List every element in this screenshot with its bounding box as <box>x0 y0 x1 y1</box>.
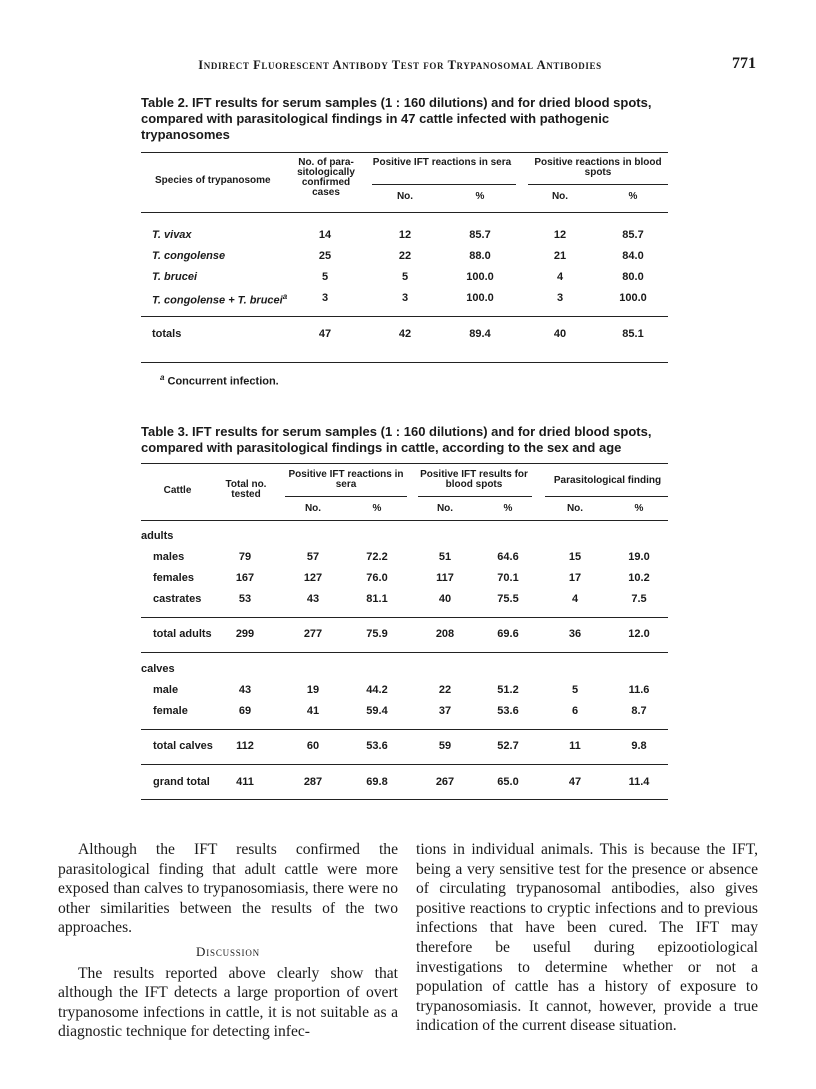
table3-row-para-pct: 19.0 <box>628 551 650 563</box>
table3-top-rule <box>141 463 668 464</box>
table3-row-sera-no: 19 <box>306 684 320 696</box>
table3-total-adults-spots-no: 208 <box>435 628 455 640</box>
table3-row-sera-pct: 76.0 <box>366 572 388 584</box>
table2-row-spots-no: 12 <box>553 229 567 241</box>
table3-row-para-pct: 10.2 <box>628 572 650 584</box>
table2-totals-spots-no: 40 <box>553 328 567 340</box>
table2-row-sera-pct: 85.7 <box>469 229 491 241</box>
table3-row-label: male <box>153 684 179 696</box>
table3-row-sera-no: 43 <box>306 593 320 605</box>
table3-spots-subrule <box>418 496 532 497</box>
table3-caption: Table 3. IFT results for serum samples (1 : 160 dilutions) and for dried blood spots, compared with parasitological findings in cattle, according to the sex and age <box>141 424 652 455</box>
table3-row-sera-no: 41 <box>306 705 320 717</box>
table2-row-spots-no: 3 <box>556 292 564 304</box>
table3-row-spots-pct: 64.6 <box>497 551 519 563</box>
table3-row-sera-pct: 44.2 <box>366 684 388 696</box>
table3-total-adults-sera-no: 277 <box>303 628 323 640</box>
table3-row-spots-pct: 51.2 <box>497 684 519 696</box>
page-number: 771 <box>732 55 756 72</box>
table2-bottom-rule <box>141 362 668 363</box>
table3-row-total: 79 <box>238 551 252 563</box>
table2-row-species <box>152 292 287 307</box>
table3-row-spots-no: 37 <box>438 705 452 717</box>
table3-header-sera-pct: % <box>372 503 382 514</box>
table2-totals-label: totals <box>152 328 182 340</box>
table3-total-calves-label: total calves <box>153 740 213 752</box>
table3-row-label: castrates <box>153 593 202 605</box>
table3-row-para-no: 17 <box>568 572 582 584</box>
table2-row-spots-no: 4 <box>556 271 564 283</box>
table3-calves-total-rule <box>141 729 668 730</box>
table2-row-spots-pct: 80.0 <box>622 271 644 283</box>
table3-row-label: males <box>153 551 185 563</box>
running-title: Indirect Fluorescent Antibody Test for Trypanosomal Antibodies <box>198 58 602 72</box>
table3-header-para-group: Parasitological finding <box>553 475 662 486</box>
table3-total-calves-sera-pct: 53.6 <box>366 740 388 752</box>
table3-grand-total-para-pct: 11.4 <box>628 776 650 788</box>
left-column <box>58 840 398 1042</box>
table3-header-spots-no: No. <box>436 503 454 514</box>
table3-row-spots-no: 40 <box>438 593 452 605</box>
table2-row-cases: 14 <box>318 229 332 241</box>
table3-grand-total-label: grand total <box>153 776 210 788</box>
table2-row-sera-no: 12 <box>398 229 412 241</box>
table2-header-rule <box>141 212 668 213</box>
table3-grand-total-sera-no: 287 <box>303 776 323 788</box>
table3-header-para-no: No. <box>566 503 584 514</box>
table3-row-para-pct: 8.7 <box>631 705 647 717</box>
footnote-text: Concurrent infection. <box>167 375 279 388</box>
right-paragraph: tions in individual animals. This is because the IFT, being a very sensitive test for the presence or absence of circulating trypanosomal antibodies, also gives positive reactions to cryptic infections and to previous infections that have been cured. The IFT may therefore be useful during epizootiological investigations to determine whether or not a population of cattle has a history of exposure to trypanosomiasis. It cannot, however, provide a true indication of the current disease situation. <box>416 841 758 1035</box>
table3-header-spots-pct: % <box>503 503 513 514</box>
table2-row-cases: 5 <box>321 271 329 283</box>
table2-header-spots-pct: % <box>628 191 638 202</box>
table2-row-spots-no: 21 <box>553 250 567 262</box>
table3-row-total: 53 <box>238 593 252 605</box>
table3-row-para-no: 15 <box>568 551 582 563</box>
table3-row-para-pct: 11.6 <box>628 684 650 696</box>
table3-grand-total-sera-pct: 69.8 <box>366 776 388 788</box>
table2-totals-sera-no: 42 <box>398 328 412 340</box>
table3-total-adults-label: total adults <box>153 628 212 640</box>
table3-header-cattle: Cattle <box>163 485 192 496</box>
table2-header-spots-no: No. <box>551 191 569 202</box>
table3-row-sera-pct: 72.2 <box>366 551 388 563</box>
species-name: T. vivax <box>152 229 192 241</box>
table3-total-calves-total: 112 <box>236 740 254 752</box>
table2-row-species <box>152 250 225 262</box>
table3-adults-total-rule <box>141 617 668 618</box>
table3-row-sera-no: 127 <box>303 572 323 584</box>
table2-header-sera-no: No. <box>396 191 414 202</box>
table3-row-spots-pct: 53.6 <box>497 705 519 717</box>
table2-spots-subrule <box>528 184 668 185</box>
table3-row-total: 167 <box>235 572 255 584</box>
table2-row-species <box>152 271 197 283</box>
table2-row-species <box>152 229 192 241</box>
table2-row-sera-pct: 88.0 <box>469 250 491 262</box>
table2-totals-rule <box>141 316 668 317</box>
table3-bottom-rule <box>141 799 668 800</box>
table3-row-spots-no: 117 <box>436 572 454 584</box>
table3-row-sera-pct: 59.4 <box>366 705 388 717</box>
table3-total-adults-spots-pct: 69.6 <box>497 628 519 640</box>
table3-row-sera-no: 57 <box>306 551 320 563</box>
table3-row-spots-pct: 75.5 <box>497 593 519 605</box>
table2-header-sera-pct: % <box>475 191 485 202</box>
species-name: T. congolense + T. brucei <box>152 294 283 307</box>
table2-header-confirmed: No. of para-sitologically confirmed cases <box>297 157 355 198</box>
table3-total-calves-para-no: 11 <box>569 740 581 752</box>
species-name: T. congolense <box>152 250 226 262</box>
table3-row-total: 69 <box>238 705 252 717</box>
table2-row-cases: 3 <box>321 292 329 304</box>
table3-row-para-no: 6 <box>571 705 579 717</box>
table3-row-total: 43 <box>238 684 252 696</box>
table2-totals-cases: 47 <box>318 328 332 340</box>
table2-row-sera-pct: 100.0 <box>466 292 494 304</box>
table3-header-sera-group: Positive IFT reactions in sera <box>288 469 404 490</box>
table3-grand-total-spots-pct: 65.0 <box>497 776 519 788</box>
table3-header-rule <box>141 520 668 521</box>
table3-row-para-no: 4 <box>571 593 579 605</box>
table3-row-spots-pct: 70.1 <box>497 572 519 584</box>
table3-row-label: females <box>153 572 194 584</box>
table3-grand-total-rule <box>141 764 668 765</box>
table2-row-sera-no: 3 <box>401 292 409 304</box>
table3-total-calves-spots-no: 59 <box>438 740 452 752</box>
left-paragraph-1: Although the IFT results confirmed the parasitological finding that adult cattle were more exposed than calves to trypanosomiasis, there were no other similarities between the results of the two approaches. <box>58 841 398 937</box>
table3-header-para-pct: % <box>634 503 644 514</box>
table2-row-sera-no: 5 <box>401 271 409 283</box>
table3-row-para-no: 5 <box>571 684 579 696</box>
left-paragraph-2: The results reported above clearly show that although the IFT detects a large proportion of overt trypanosome infections in cattle, it is not suitable as a diagnostic technique for detecting infec- <box>58 964 398 1041</box>
footnote-mark: a <box>160 373 165 382</box>
table2-header-sera-group: Positive IFT reactions in sera <box>372 157 512 168</box>
discussion-heading: Discussion <box>196 943 260 959</box>
table3-header-spots-group: Positive IFT results for blood spots <box>420 469 528 490</box>
table2-totals-spots-pct: 85.1 <box>622 328 644 340</box>
table3-row-label: female <box>153 705 188 717</box>
table3-row-spots-no: 22 <box>438 684 452 696</box>
table3-para-subrule <box>545 496 668 497</box>
table2-row-spots-pct: 100.0 <box>619 292 647 304</box>
table3-header-total: Total no. tested <box>225 479 267 500</box>
right-column <box>416 840 758 1036</box>
table3-row-sera-pct: 81.1 <box>366 593 388 605</box>
table3-total-adults-total: 299 <box>235 628 255 640</box>
table3-total-calves-sera-no: 60 <box>306 740 320 752</box>
table2-footnote <box>160 373 279 388</box>
table2-header-species: Species of trypanosome <box>155 175 271 186</box>
table2-sera-subrule <box>372 184 516 185</box>
table3-total-adults-para-no: 36 <box>568 628 582 640</box>
table2-top-rule <box>141 152 668 153</box>
table2-totals-sera-pct: 89.4 <box>469 328 491 340</box>
species-name: T. brucei <box>152 271 198 283</box>
table3-header-sera-no: No. <box>304 503 322 514</box>
table3-total-adults-para-pct: 12.0 <box>628 628 650 640</box>
table3-row-spots-no: 51 <box>438 551 452 563</box>
table3-grand-total-spots-no: 267 <box>435 776 455 788</box>
table3-total-calves-para-pct: 9.8 <box>631 740 647 752</box>
table2-row-spots-pct: 84.0 <box>622 250 644 262</box>
footnote-ref: a <box>282 292 288 301</box>
table3-row-para-pct: 7.5 <box>631 593 647 605</box>
table2-row-sera-pct: 100.0 <box>466 271 494 283</box>
table3-total-adults-sera-pct: 75.9 <box>366 628 388 640</box>
table2-header-spots-group: Positive reactions in blood spots <box>534 157 662 178</box>
table2-row-sera-no: 22 <box>398 250 412 262</box>
table3-grand-total-total: 411 <box>236 776 254 788</box>
table3-calves-label: calves <box>141 663 175 675</box>
table2-row-spots-pct: 85.7 <box>622 229 644 241</box>
table3-adults-label: adults <box>141 530 174 542</box>
table3-total-calves-spots-pct: 52.7 <box>497 740 519 752</box>
table3-calves-rule <box>141 652 668 653</box>
table3-grand-total-para-no: 47 <box>568 776 582 788</box>
table3-sera-subrule <box>285 496 407 497</box>
table2-caption: Table 2. IFT results for serum samples (1 : 160 dilutions) and for dried blood spots, compared with parasitological findings in 47 cattle infected with pathogenic trypanosomes <box>141 95 652 142</box>
table2-row-cases: 25 <box>318 250 332 262</box>
